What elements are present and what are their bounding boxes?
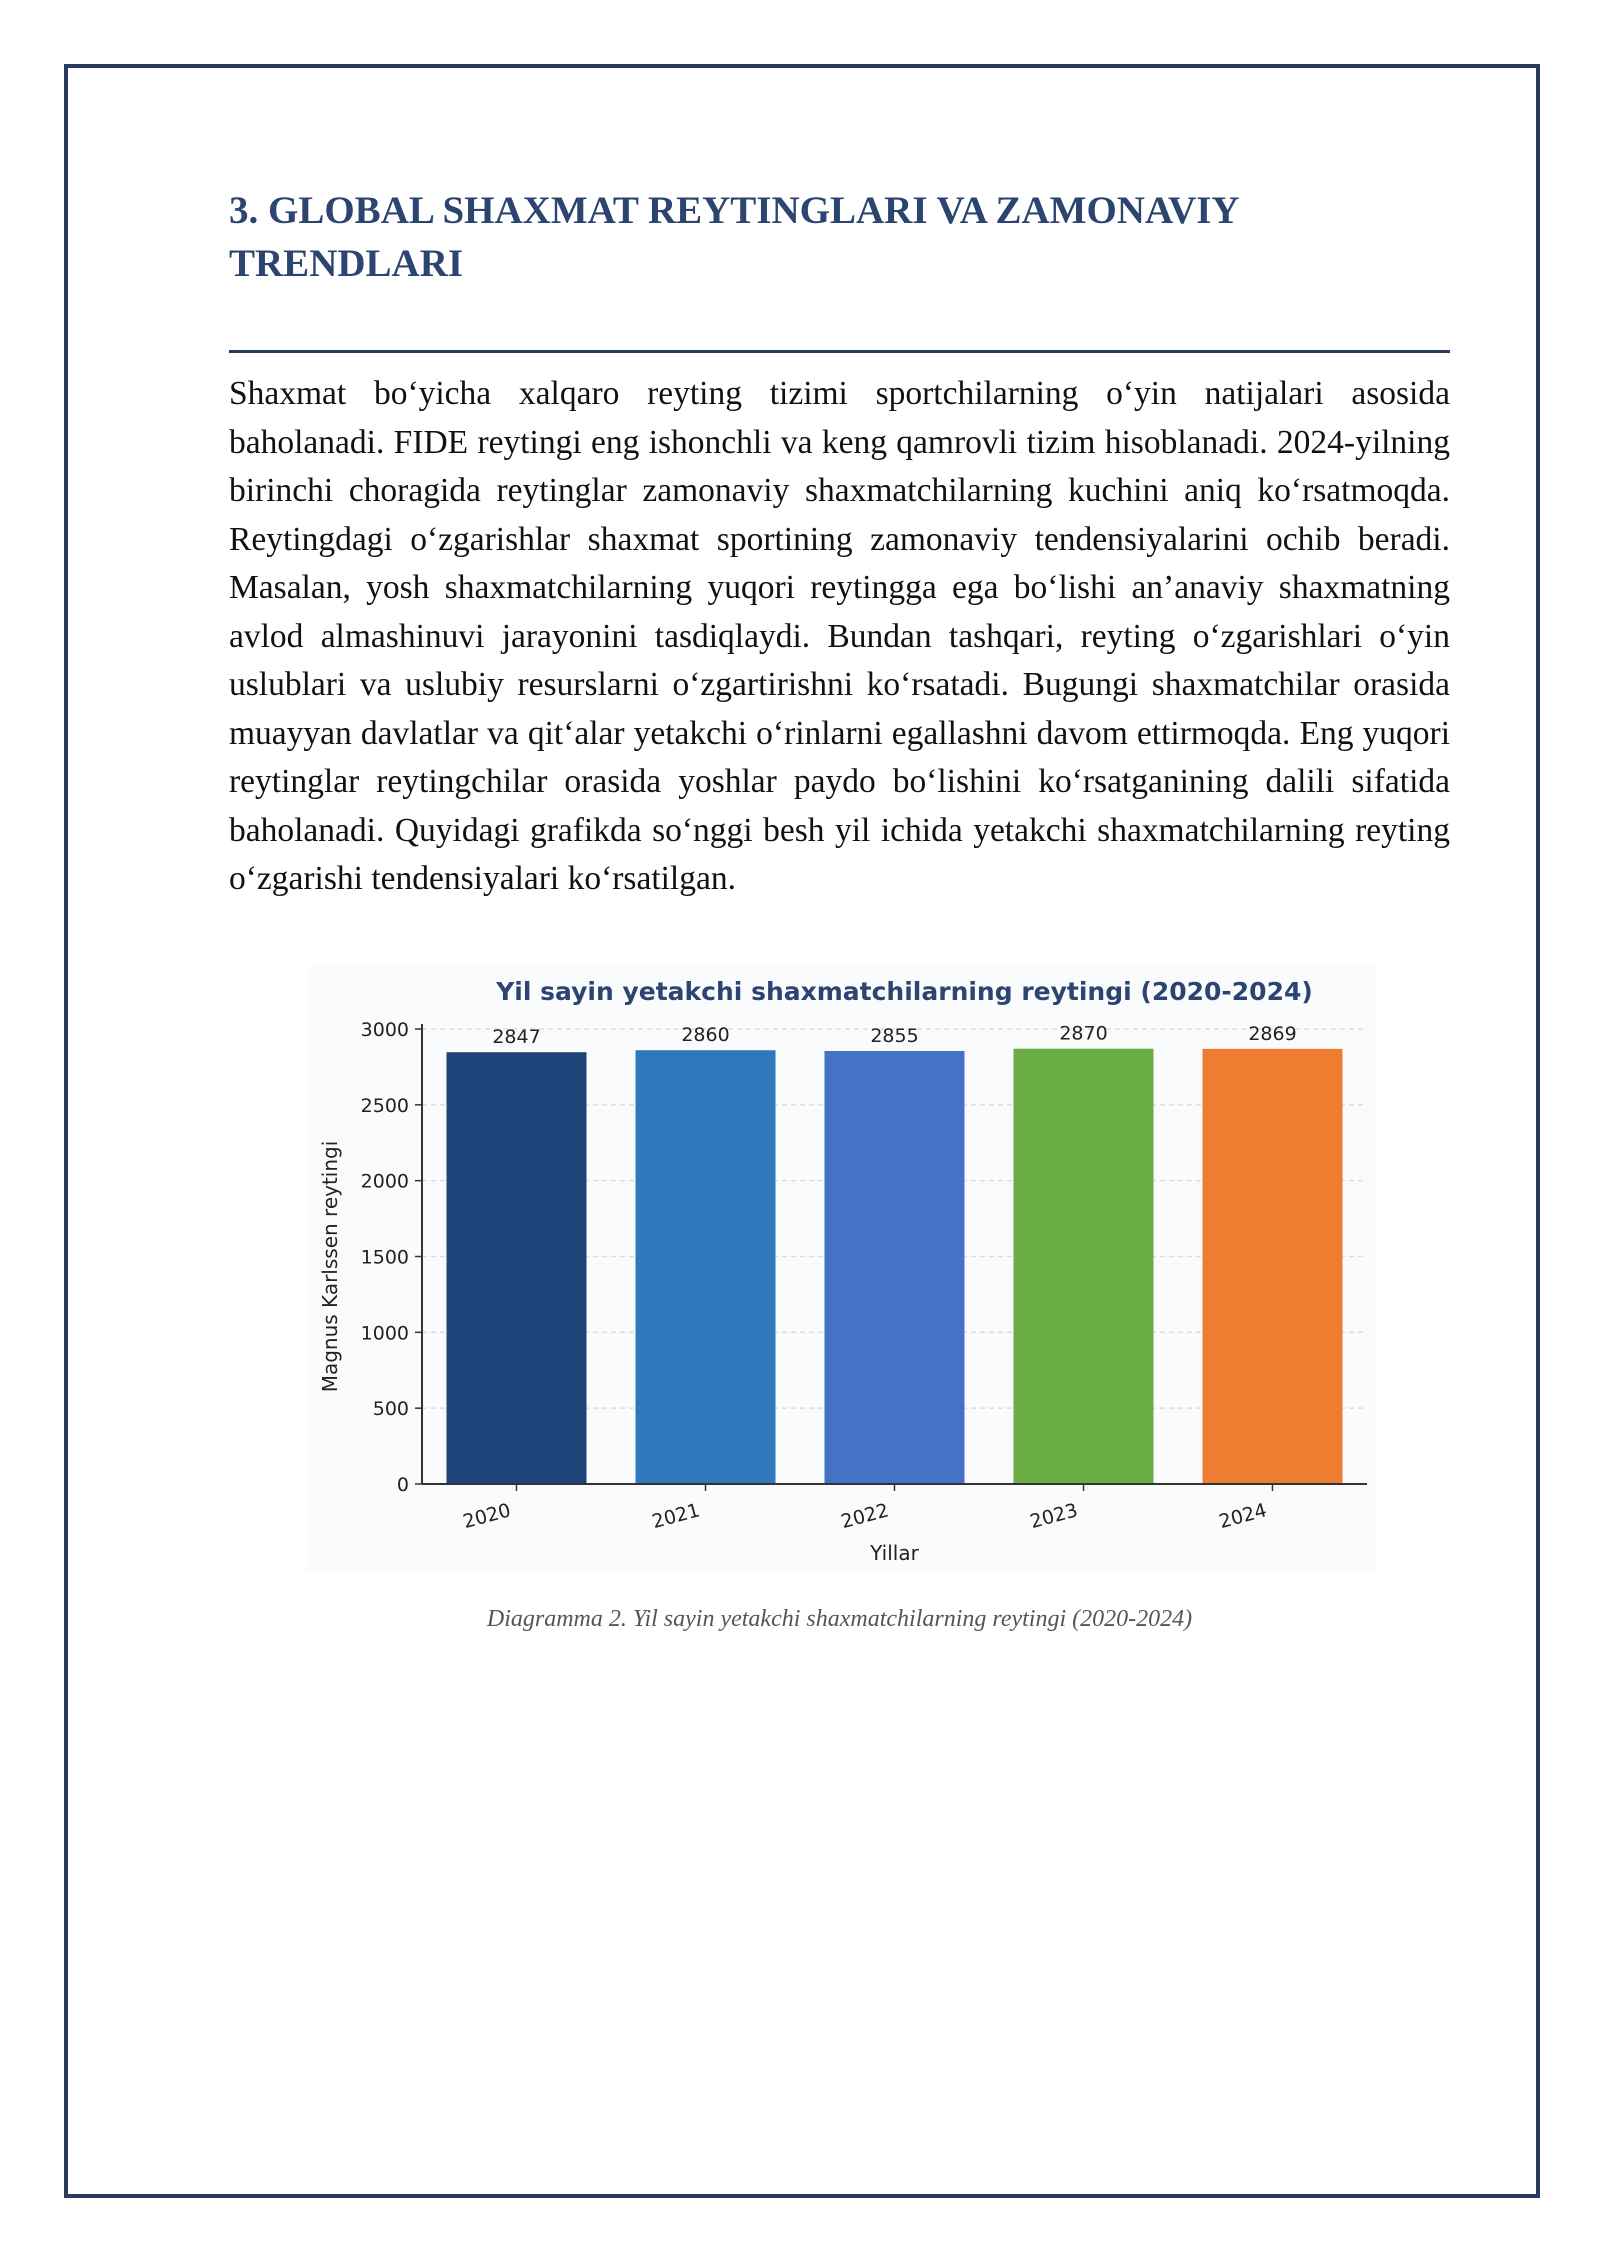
bar-2023: [1014, 1049, 1154, 1484]
y-tick-label: 2500: [360, 1094, 409, 1117]
body-paragraph: Shaxmat bo‘yicha xalqaro reyting tizimi sportchilarning o‘yin natijalari asosida baholanadi. FIDE reytingi eng ishonchli va keng qamrovli tizim hisoblanadi. 2024-yilning birinchi choragida reytinglar zamonaviy shaxmatchilarning kuchini aniq ko‘rsatmoqda. Reytingdagi o‘zgarishlar shaxmat sportining zamonaviy tendensiyalarini ochib beradi. Masalan, yosh shaxmatchilarning yuqori reytingga ega bo‘lishi an’anaviy shaxmatning avlod almashinuvi jarayonini tasdiqlaydi. Bundan tashqari, reyting o‘zgarishlari o‘yin uslublari va uslubiy resurslarni o‘zgartirishni ko‘rsatadi. Bugungi shaxmatchilar orasida muayyan davlatlar va qit‘alar yetakchi o‘rinlarni egallashni davom ettirmoqda. Eng yuqori reytinglar reytingchilar orasida yoshlar paydo bo‘lishini ko‘rsatganining dalili sifatida baholanadi. Quyidagi grafikda so‘nggi besh yil ichida yetakchi shaxmatchilarning reyting o‘zgarishi tendensiyalari ko‘rsatilgan.: [229, 375, 1450, 897]
x-tick-label: 2022: [838, 1499, 892, 1534]
data-label: 2847: [492, 1026, 541, 1049]
figure-caption: Diagramma 2. Yil sayin yetakchi shaxmatchilarning reytingi (2020-2024): [486, 1606, 1193, 1632]
bar-2024: [1203, 1049, 1343, 1484]
chart-title: Yil sayin yetakchi shaxmatchilarning reytingi (2020-2024): [496, 977, 1313, 1006]
data-label: 2855: [870, 1024, 919, 1047]
y-tick-label: 1000: [360, 1322, 409, 1345]
x-tick-label: 2024: [1216, 1499, 1270, 1534]
x-tick-label: 2021: [649, 1499, 703, 1534]
x-tick-label: 2023: [1027, 1499, 1081, 1534]
y-tick-label: 2000: [360, 1170, 409, 1193]
chart-svg: [307, 966, 1375, 1572]
bar-chart: [307, 966, 1375, 1572]
y-tick-label: 3000: [360, 1019, 409, 1041]
data-label: 2869: [1248, 1022, 1297, 1045]
y-tick-label: 0: [396, 1474, 409, 1496]
section-heading: 3. GLOBAL SHAXMAT REYTINGLARI VA ZAMONAVIY TRENDLARI: [229, 189, 1239, 285]
bar-2021: [636, 1050, 776, 1484]
y-tick-label: 500: [372, 1398, 409, 1421]
bar-2022: [825, 1051, 965, 1484]
bar-2020: [447, 1052, 587, 1484]
x-tick-label: 2020: [460, 1499, 514, 1534]
x-axis-label: Yillar: [870, 1541, 919, 1565]
heading-divider: [229, 350, 1450, 353]
y-axis-label: Magnus Karlssen reytingi: [318, 1140, 342, 1393]
y-tick-label: 1500: [360, 1246, 409, 1269]
data-label: 2870: [1059, 1022, 1108, 1045]
data-label: 2860: [681, 1024, 730, 1047]
